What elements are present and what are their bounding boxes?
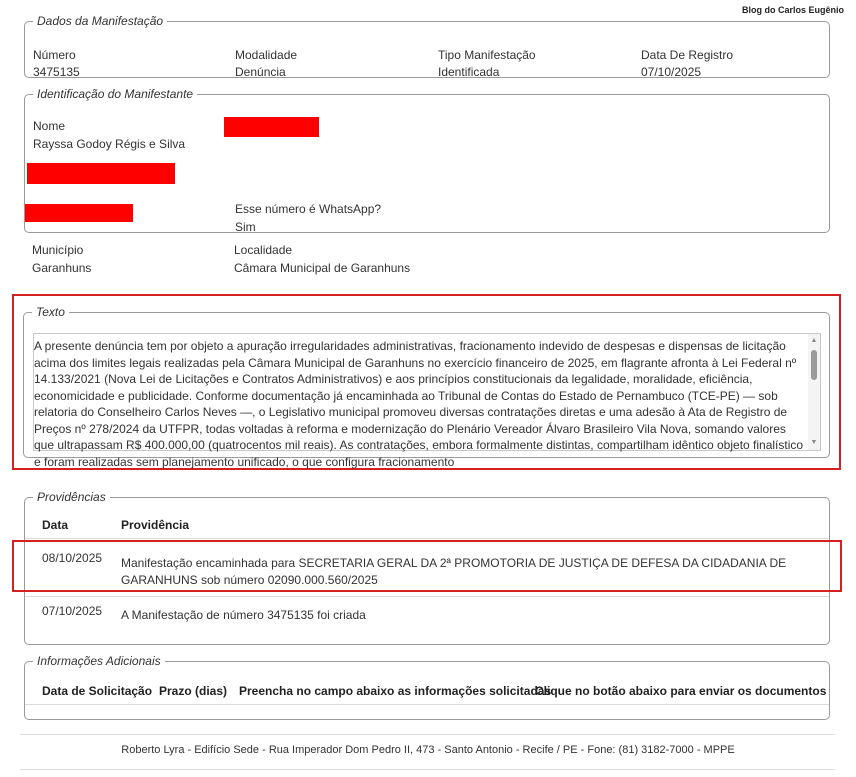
col-clique: Clique no botão abaixo para enviar os documentos	[535, 684, 827, 698]
dados-manifestacao-section	[24, 14, 830, 78]
header-divider	[25, 538, 829, 539]
whatsapp-label: Esse número é WhatsApp?	[235, 202, 382, 216]
col-providencia-header: Providência	[121, 518, 190, 532]
texto-section	[23, 305, 830, 469]
providencia-row-1-date: 08/10/2025	[42, 551, 103, 565]
col-data-header: Data	[42, 518, 69, 532]
telefone-redaction	[25, 204, 133, 222]
modalidade-value: Denúncia	[235, 65, 286, 79]
identificacao-section	[24, 87, 830, 233]
providencias-legend: Providências	[37, 490, 106, 504]
providencia-row-1-text: Manifestação encaminhada para SECRETARIA GERAL DA 2ª PROMOTORIA DE JUSTIÇA DE DEFESA DA CIDADANIA DE GARANHUNS sob número 02090.000.560/2025	[121, 556, 787, 587]
email-redaction	[27, 163, 175, 184]
watermark: Blog do Carlos Eugênio	[741, 5, 844, 15]
col-data-solicitacao: Data de Solicitação	[42, 684, 153, 698]
texto-textarea[interactable]	[33, 333, 821, 469]
row-divider	[25, 596, 829, 597]
info-divider	[25, 704, 829, 705]
scroll-up-icon[interactable]: ▲	[810, 337, 818, 344]
tipo-label: Tipo Manifestação	[438, 48, 536, 62]
localidade-label: Localidade	[234, 243, 293, 257]
footer-bottom-divider	[20, 769, 835, 770]
localidade-value: Câmara Municipal de Garanhuns	[234, 261, 411, 275]
whatsapp-value: Sim	[235, 220, 256, 234]
data-registro-value: 07/10/2025	[641, 65, 702, 79]
footer-top-divider	[20, 734, 835, 735]
texto-content: A presente denúncia tem por objeto a apuração irregularidades administrativas, fracionamento indevido de despesas e dispensas de licitação acima dos limites legais realizadas pela Câmara Municipal de Garanhuns no exercício financeiro de 2025, em flagrante afronta à Lei Federal nº 14.133/2021 (Nova Lei de Licitações e Contratos Administrativos) e aos princípios constitucionais da legalidade, moralidade, eficiência, economicidade e publicidade. Conforme documentação já encaminhada ao Tribunal de Contas do Estado de Pernambuco (TCE-PE) — sob relatoria do Conselheiro Carlos Neves —, o Legislativo municipal promoveu diversas contratações diretas e uma adesão à Ata de Registro de Preços nº 278/2024 da UTFPR, todas voltadas à reforma e modernização do Plenário Vereador Álvaro Brasileiro Vila Nova, somando valores que ultrapassam R$ 400.000,00 (quatrocentos mil reais). As contratações, embora formalmente distintas, compartilham idêntico objeto finalístico e foram realizadas sem planejamento unificado, o que configura fracionamento	[34, 339, 804, 469]
col-preencha: Preencha no campo abaixo as informações solicitadas	[239, 684, 552, 698]
tipo-value: Identificada	[438, 65, 500, 79]
numero-label: Número	[33, 48, 76, 62]
scroll-thumb[interactable]	[811, 350, 817, 380]
nome-value: Rayssa Godoy Régis e Silva	[33, 137, 186, 151]
texto-legend: Texto	[36, 305, 65, 319]
municipio-value: Garanhuns	[32, 261, 92, 275]
providencia-row-2-date: 07/10/2025	[42, 604, 103, 618]
col-prazo: Prazo (dias)	[159, 684, 228, 698]
scroll-down-icon[interactable]: ▼	[810, 439, 818, 446]
numero-value: 3475135	[33, 65, 80, 79]
providencia-row-2-text: A Manifestação de número 3475135 foi criada	[121, 608, 366, 622]
dados-manifestacao-legend: Dados da Manifestação	[37, 14, 164, 28]
informacoes-legend: Informações Adicionais	[37, 654, 161, 668]
nome-label: Nome	[33, 119, 66, 133]
municipio-label: Município	[32, 243, 84, 257]
texto-scrollbar[interactable]	[808, 334, 820, 450]
footer-address: Roberto Lyra - Edifício Sede - Rua Imperador Dom Pedro II, 473 - Santo Antonio - Recife / PE - Fone: (81) 3182-7000 - MPPE	[121, 744, 735, 756]
cpf-redaction	[224, 117, 319, 137]
data-registro-label: Data De Registro	[641, 48, 734, 62]
modalidade-label: Modalidade	[235, 48, 298, 62]
identificacao-legend: Identificação do Manifestante	[37, 87, 194, 101]
